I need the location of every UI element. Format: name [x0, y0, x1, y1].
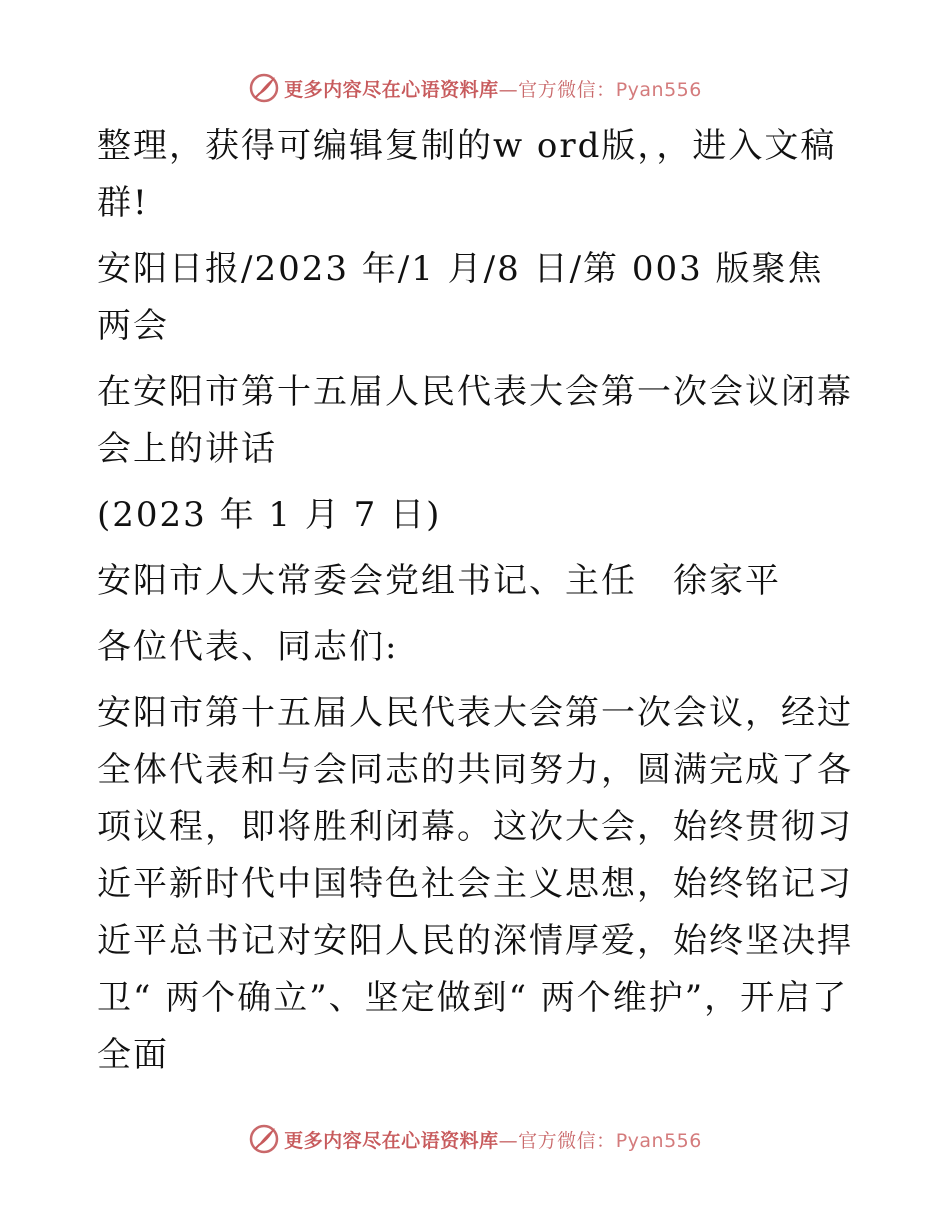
- watermark-text: [284, 75, 702, 102]
- intro-paragraph: 整理，获得可编辑复制的w ord版，，进入文稿群!: [97, 126, 837, 223]
- watermark-wechat-id: Pyan556: [615, 1129, 702, 1152]
- speech-date: (2023 年 1 月 7 日): [97, 495, 442, 535]
- header-watermark: [0, 72, 950, 104]
- body-paragraph: 安阳市第十五届人民代表大会第一次会议，经过全体代表和与会同志的共同努力，圆满完成了各项议程，即将胜利闭幕。这次大会，始终贯彻习近平新时代中国特色社会主义思想，始终铭记习近平总书记对安阳人民的深情厚爱，始终坚决捍卫“ 两个确立”、坚定做到“ 两个维护”，开启了全面: [97, 693, 853, 1075]
- watermark-separator: —: [498, 78, 519, 101]
- speech-title: 在安阳市第十五届人民代表大会第一次会议闭幕会上的讲话: [97, 372, 853, 469]
- watermark-suffix: 官方微信：: [518, 1129, 616, 1152]
- speaker-line: 安阳市人大常委会党组书记、主任 徐家平: [97, 561, 781, 601]
- watermark-suffix: 官方微信：: [518, 78, 616, 101]
- watermark-text: [284, 1126, 702, 1153]
- document-body: [97, 118, 857, 1084]
- feather-logo-icon: [248, 72, 280, 104]
- watermark-brand: 更多内容尽在心语资料库: [284, 1129, 499, 1152]
- source-line: 安阳日报/2023 年/1 月/8 日/第 003 版聚焦两会: [97, 249, 824, 346]
- watermark-wechat-id: Pyan556: [615, 78, 702, 101]
- salutation: 各位代表、同志们:: [97, 627, 399, 667]
- footer-watermark: [0, 1123, 950, 1155]
- watermark-brand: 更多内容尽在心语资料库: [284, 78, 499, 101]
- watermark-separator: —: [498, 1129, 519, 1152]
- feather-logo-icon: [248, 1123, 280, 1155]
